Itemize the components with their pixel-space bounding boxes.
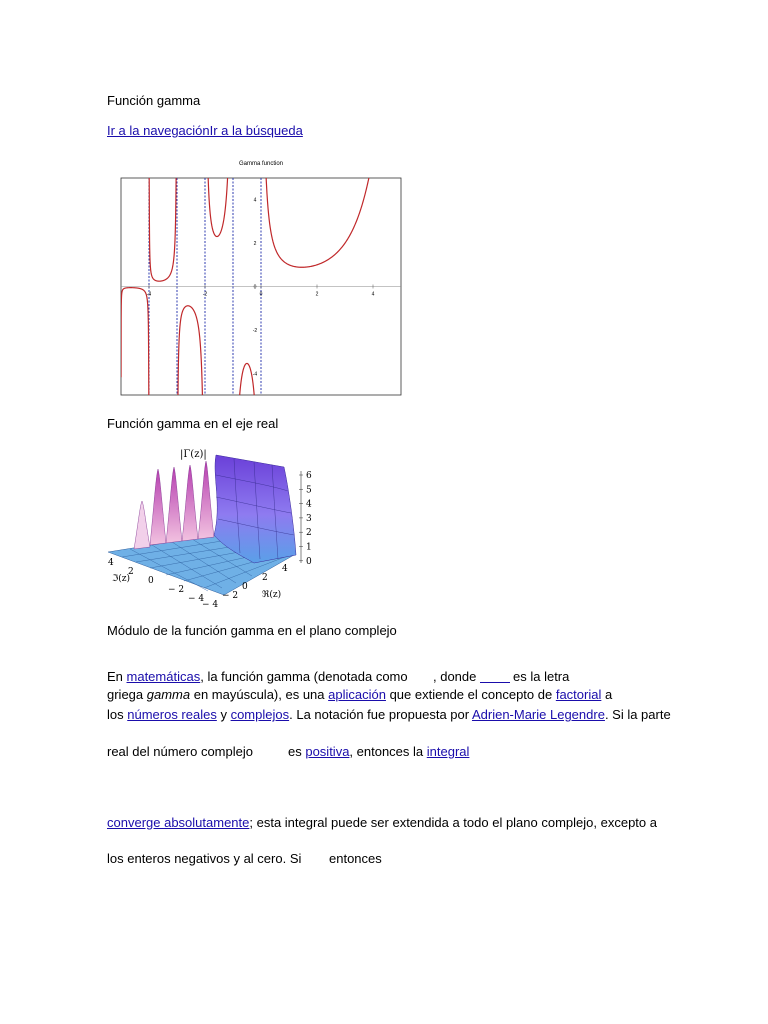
- paragraph-line-4b: [288, 744, 469, 760]
- paragraph-line-1b: [433, 669, 476, 685]
- paragraph-line-2: [107, 687, 612, 703]
- z-tick-label: 4: [306, 499, 312, 510]
- x-tick-label: 2: [315, 291, 319, 298]
- text-fragment: a: [601, 687, 613, 702]
- z-tick-label: 0: [306, 556, 312, 567]
- text-fragment: , entonces la: [349, 744, 427, 759]
- text-fragment: y: [216, 707, 231, 722]
- x-tick-label: 4: [282, 564, 288, 574]
- text-fragment: los enteros negativos y al cero. Si: [107, 851, 302, 866]
- link-factorial[interactable]: factorial: [555, 687, 602, 702]
- y-tick-label: 0: [148, 576, 154, 586]
- text-fragment: , la función gamma (denotada como: [200, 669, 408, 684]
- text-fragment: es: [288, 744, 306, 759]
- x-axis-label: ℜ(z): [262, 590, 282, 600]
- text-emphasis: gamma: [146, 687, 191, 702]
- page-title: Función gamma: [107, 93, 201, 108]
- chart-caption-real: Función gamma en el eje real: [107, 416, 279, 431]
- paragraph-line-6: [107, 851, 301, 867]
- x-tick-label: 0: [259, 291, 263, 298]
- y-tick-label: 4: [253, 197, 257, 204]
- y-tick-label: 4: [108, 558, 114, 568]
- paragraph-line-1c: [513, 669, 569, 685]
- x-tick-label: 0: [242, 582, 248, 592]
- x-tick-label: 2: [262, 573, 268, 583]
- gamma-real-axis-chart: [107, 155, 404, 397]
- link-legendre[interactable]: Adrien-Marie Legendre: [471, 707, 605, 722]
- x-tick-label: -4: [146, 291, 152, 298]
- gamma-complex-surface-chart: [104, 445, 322, 610]
- text-fragment: en mayúscula), es una: [190, 687, 329, 702]
- chart-caption-complex: Módulo de la función gamma en el plano complejo: [107, 623, 397, 638]
- text-fragment: los: [107, 707, 128, 722]
- y-tick-label: -2: [252, 327, 258, 334]
- link-positiva[interactable]: positiva: [305, 744, 350, 759]
- x-tick-label: -2: [202, 291, 208, 298]
- paragraph-line-6b: [329, 851, 382, 867]
- link-numeros-reales[interactable]: números reales: [127, 707, 217, 722]
- text-fragment: que extiende el concepto de: [385, 687, 556, 702]
- text-fragment: , donde: [433, 669, 477, 684]
- paragraph-line-3: [107, 707, 671, 723]
- gamma-symbol-blank-link[interactable]: [480, 671, 510, 683]
- z-tick-label: 1: [306, 542, 312, 553]
- z-tick-label: 5: [306, 485, 312, 496]
- y-tick-label: − 2: [168, 585, 185, 595]
- chart-title: Gamma function: [238, 161, 284, 167]
- x-tick-label: − 4: [202, 600, 219, 610]
- text-fragment: griega: [107, 687, 147, 702]
- y-tick-label: 0: [253, 284, 257, 291]
- y-tick-label: 2: [128, 567, 134, 577]
- text-fragment: En: [107, 669, 127, 684]
- paragraph-line-4: [107, 744, 253, 760]
- y-tick-label: -4: [252, 371, 258, 378]
- x-tick-label: 4: [371, 291, 375, 298]
- link-integral[interactable]: integral: [426, 744, 470, 759]
- paragraph-line-1: [107, 669, 408, 685]
- y-tick-label: 2: [253, 241, 257, 248]
- skip-navigation-link[interactable]: Ir a la navegaciónIr a la búsqueda: [107, 123, 303, 138]
- paragraph-line-5: [107, 815, 657, 831]
- y-axis-label: ℑ(z): [112, 574, 131, 584]
- z-tick-label: 6: [306, 471, 312, 481]
- text-fragment: ; esta integral puede ser extendida a todo el plano complejo, excepto a: [249, 815, 657, 830]
- link-matematicas[interactable]: matemáticas: [126, 669, 201, 684]
- text-fragment: real del número complejo: [107, 744, 253, 759]
- text-fragment: . La notación fue propuesta por: [289, 707, 472, 722]
- text-fragment: . Si la parte: [604, 707, 671, 722]
- text-fragment: entonces: [329, 851, 382, 866]
- z-tick-label: 2: [306, 528, 312, 539]
- link-aplicacion[interactable]: aplicación: [328, 687, 386, 702]
- surface-poles: [134, 461, 214, 549]
- link-converge-absolutamente[interactable]: converge absolutamente: [107, 815, 250, 830]
- link-complejos[interactable]: complejos: [230, 707, 290, 722]
- x-tick-label: − 2: [222, 591, 239, 601]
- y-tick-label: − 4: [188, 594, 205, 604]
- z-axis-label: |Γ(z)|: [180, 449, 207, 460]
- text-fragment: es la letra: [513, 669, 570, 684]
- z-tick-label: 3: [306, 513, 312, 524]
